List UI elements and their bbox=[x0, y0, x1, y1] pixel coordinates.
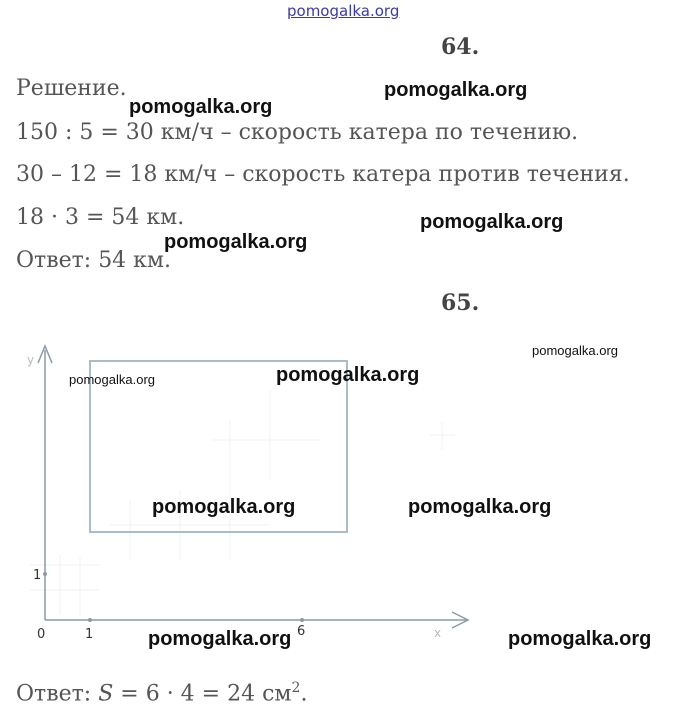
watermark: pomogalka.org bbox=[420, 211, 564, 233]
watermark: pomogalka.org bbox=[532, 343, 618, 358]
answer-64: Ответ: 54 км. bbox=[16, 248, 172, 273]
origin-label: 0 bbox=[37, 627, 46, 642]
watermark: pomogalka.org bbox=[384, 79, 528, 101]
watermark: pomogalka.org bbox=[148, 628, 292, 650]
answer-65: Ответ: S = 6 · 4 = 24 $см^2$. bbox=[16, 680, 308, 707]
x-tick-1-label: 1 bbox=[85, 627, 94, 642]
solution-heading: Решение. bbox=[16, 76, 127, 101]
y-axis-label: y bbox=[27, 353, 35, 367]
x-tick-1-mark bbox=[88, 618, 92, 622]
solution-line-2: 30 – 12 = 18 км/ч – скорость катера против течения. bbox=[16, 162, 630, 187]
x-tick-6-label: 6 bbox=[297, 624, 306, 639]
y-tick-1-label: 1 bbox=[33, 568, 42, 583]
watermark: pomogalka.org bbox=[276, 364, 420, 386]
problem-number-64: 64. bbox=[441, 34, 480, 60]
solution-line-3: 18 · 3 = 54 км. bbox=[16, 205, 185, 230]
problem-number-65: 65. bbox=[441, 290, 480, 316]
y-tick-1-mark bbox=[43, 572, 47, 576]
watermark: pomogalka.org bbox=[408, 496, 552, 518]
x-tick-6-mark bbox=[300, 618, 304, 622]
watermark: pomogalka.org bbox=[152, 496, 296, 518]
solution-line-1: 150 : 5 = 30 км/ч – скорость катера по течению. bbox=[16, 120, 579, 145]
watermark: pomogalka.org bbox=[164, 231, 308, 253]
watermark: pomogalka.org bbox=[129, 96, 273, 118]
watermark: pomogalka.org bbox=[508, 628, 652, 650]
site-link[interactable]: pomogalka.org bbox=[287, 2, 400, 20]
x-axis-label: x bbox=[434, 626, 442, 640]
watermark: pomogalka.org bbox=[69, 372, 155, 387]
